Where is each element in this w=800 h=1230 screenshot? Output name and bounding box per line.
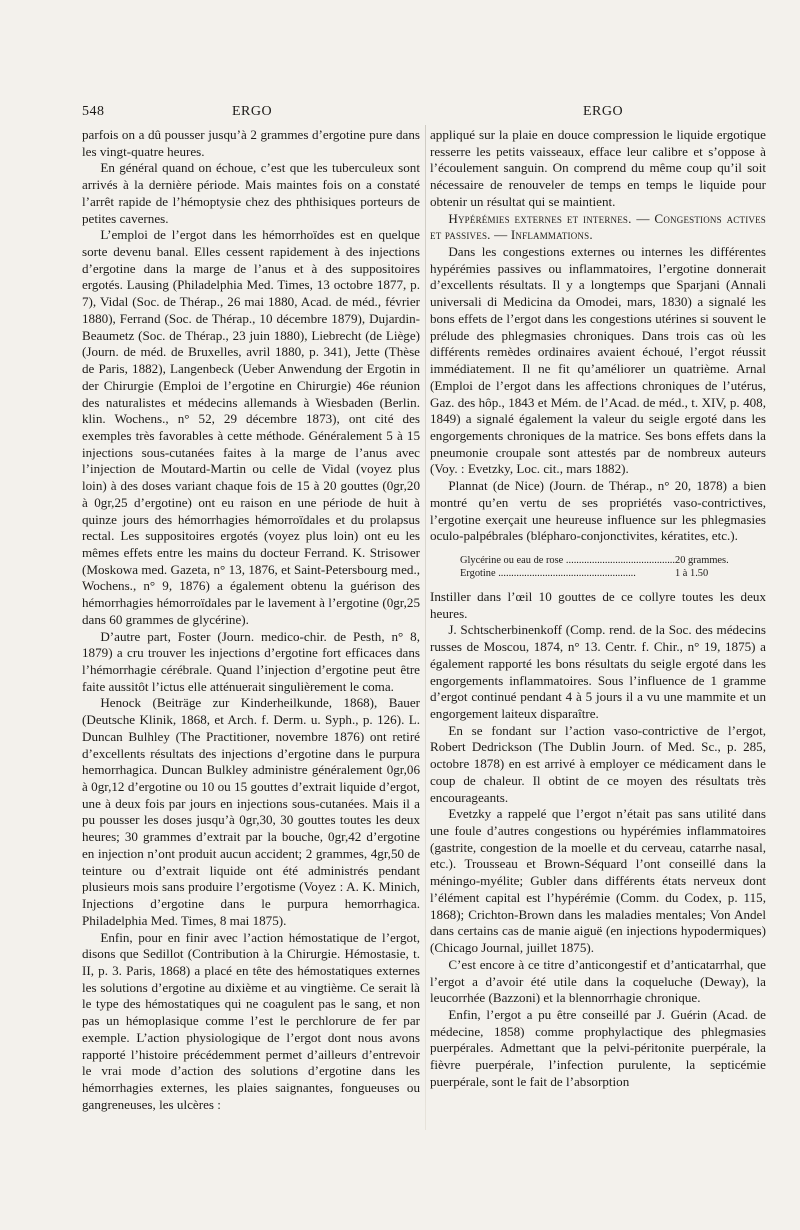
ingredient-quantity: 1 à 1.50 — [675, 567, 709, 579]
right-running-title: ERGO — [583, 104, 624, 119]
ingredient-name: Glycérine ou eau de rose ..... — [460, 554, 675, 567]
left-column — [82, 127, 420, 1113]
right-column — [430, 127, 766, 1091]
column-divider — [425, 125, 426, 1130]
paragraph: Henock (Beiträge zur Kinderheilkunde, 1868), Bauer (Deutsche Klinik, 1868, et Arch. f. Derm. u. Syph., p. 126). L. Duncan Bulhley (The Practitioner, novembre 1876) ont retiré d’excellents résultats des injections d’ergotine dans le purpura hemorrhagica. Duncan Bulkley administre généralement 0gr,06 à 0gr,12 d’ergotine ou 10 ou 15 gouttes d’extrait liquide d’ergot, une à deux fois par jours en injections sous-cutanées. Mais il a pu pousser les doses jusqu’à 0gr,30, 30 gouttes toutes les deux heures; 30 grammes d’extrait par la bouche, 0gr,42 d’ergotine en injection n’ont produit aucun accident; 2 grammes, 4gr,50 de teinture ou d’extrait liquide ont été administrés pendant plusieurs mois sans produire l’ergotisme (Voyez : A. K. Minich, Injections d’ergotine dans le purpura hemorrhagica. Philadelphia Med. Times, 8 mai 1875). — [82, 695, 420, 928]
formula-row — [460, 567, 766, 580]
paragraph: appliqué sur la plaie en douce compression le liquide ergotique resserre les petits vaisseaux, efface leur calibre et s’oppose à l’écoulement sanguin. On comprend du même coup qu’il soit nécessaire de renouveler de temps en temps le liquide pour obtenir un résultat qui se maintient. — [430, 127, 766, 209]
paragraph: D’autre part, Foster (Journ. medico-chir. de Pesth, n° 8, 1879) a cru trouver les injections d’ergotine fort efficaces dans l’hémorrhagie cérébrale. Quand l’injection d’ergotine peut être faite aussitôt l’ictus elle atténuerait singulièrement le coma. — [82, 628, 420, 694]
ingredient-quantity: 20 grammes. — [675, 554, 729, 566]
left-running-title: ERGO — [232, 104, 273, 119]
paragraph: Dans les congestions externes ou internes les différentes hypérémies passives ou inflammatoires, l’ergotine donnerait d’excellents résultats. Il y a longtemps que Sparjani (Annali universali di Medicina da Omodei, mars, 1830) a signalé les bons effets de l’ergot dans les congestions utérines si souvent le prélude des phlegmasies chroniques. Dans trois cas où les différents remèdes ordinaires avaient échoué, l’ergot réussit immédiatement. Il ne fit qu’améliorer un quatrième. Arnal (Emploi de l’ergot dans les affections chroniques de l’utérus, Gaz. des hôp., 1843 et Mém. de l’Acad. de méd., t. XIV, p. 408, 1849) a signalé également la valeur du seigle ergoté dans les engorgements chroniques de la matrice. Ses bons effets dans la pneumonie croupale sont attestés par de nombreux auteurs (Voy. : Evetzky, Loc. cit., mars 1882). — [430, 244, 766, 477]
paragraph: Instiller dans l’œil 10 gouttes de ce collyre toutes les deux heures. — [430, 588, 766, 621]
paragraph: parfois on a dû pousser jusqu’à 2 grammes d’ergotine pure dans les vingt-quatre heures. — [82, 127, 420, 159]
paragraph: En général quand on échoue, c’est que les tuberculeux sont arrivés à la dernière période. Mais maintes fois on a constaté l’arrêt rapide de l’hémoptysie chez des phthisiques porteurs de petites cavernes. — [82, 160, 420, 226]
page-number: 548 — [82, 104, 105, 119]
paragraph: Evetzky a rappelé que l’ergot n’était pas sans utilité dans une foule d’autres congestions ou hypérémies inflammatoires (gastrite, congestion de la moelle et du cerveau, catarrhe nasal, etc.). Trousseau et Brown-Séquard l’ont conseillé dans la méningo-myélite; Gubler dans différents états nerveux dont l’élément capital est l’hypérémie (Comm. du Codex, p. 115, 1868); Crichton-Brown dans les maladies mentales; Von Andel dans certains cas de manie aiguë (en injections hypodermiques) (Chicago Journal, juillet 1875). — [430, 806, 766, 956]
paragraph: Enfin, pour en finir avec l’action hémostatique de l’ergot, disons que Sedillot (Contribution à la Chirurgie. Hémostasie, t. II, p. 3. Paris, 1868) a placé en tête des hémostatiques externes les solutions d’ergotine au dixième et au vingtième. Ce serait là le type des hémostatiques qui ne coagulent pas le sang, et non pas un hémoplasique comme l’est le perchlorure de fer par exemple. L’action physiologique de l’ergot dont nous avons rapporté l’histoire précédemment permet d’ailleurs d’entrevoir le vrai mode d’action des solutions d’ergotine dans les hémorrhagies externes, les plaies saignantes, fongueuses ou gangreneuses, les ulcères : — [82, 929, 420, 1112]
formula-row — [460, 554, 766, 567]
ingredient-name: Ergotine ..... — [460, 567, 675, 580]
paragraph: J. Schtscherbinenkoff (Comp. rend. de la Soc. des médecins russes de Moscou, 1874, n° 13. Centr. f. Chir., n° 19, 1875) a également rapporté les bons résultats du seigle ergoté dans les engorgements inflammatoires. Sous l’influence de 1 gramme d’ergot continué pendant 4 à 5 jours il a vu une mammite et un engorgement laiteux disparaître. — [430, 622, 766, 721]
prescription-formula — [460, 554, 766, 580]
paragraph: C’est encore à ce titre d’anticongestif et d’anticatarrhal, que l’ergot a d’avoir été utile dans la coqueluche (Deway), la leucorrhée (Bazzoni) et la blennorrhagie chronique. — [430, 956, 766, 1006]
paragraph: Plannat (de Nice) (Journ. de Thérap., n° 20, 1878) a bien montré qu’en vertu de ses propriétés vaso-contrictives, l’ergotine exerçait une heureuse influence sur les phlegmasies oculo-palpébrales (blépharo-conjonctivites, kératites, etc.). — [430, 478, 766, 544]
section-heading: Hypérémies externes et internes. — Congestions actives et passives. — Inflammations. — [430, 210, 766, 243]
paragraph: Enfin, l’ergot a pu être conseillé par J. Guérin (Acad. de médecine, 1858) comme prophylactique des phlegmasies puerpérales. Admettant que la pelvi-péritonite puerpérale, la fièvre puerpérale, l’infection purulente, la septicémie puerpérale, sont le fait de l’absorption — [430, 1006, 766, 1089]
paragraph: En se fondant sur l’action vaso-contrictive de l’ergot, Robert Dedrickson (The Dublin Journ. of Med. Sc., p. 285, octobre 1878) en est arrivé à employer ce médicament dans le coup de chaleur. Il obtint de ce moyen des résultats très encourageants. — [430, 722, 766, 805]
paragraph: L’emploi de l’ergot dans les hémorrhoïdes est en quelque sorte devenu banal. Elles cessent rapidement à des injections d’ergotine dans la marge de l’anus et à des suppositoires ergotés. Lausing (Philadelphia Med. Times, 13 octobre 1877, p. 7), Vidal (Soc. de Thérap., 26 mai 1880, Acad. de méd., février 1880), Ferrand (Soc. de Thérap., 10 décembre 1879), Dujardin-Beaumetz (Soc. de Thérap., 23 juin 1880), Liebrecht (de Liège) (Journ. de méd. de Bruxelles, avril 1880, p. 341), Jette (Thèse de Paris, 1882), Langenbeck (Ueber Anwendung der Ergotin in der Chirurgie (Emploi de l’ergotine en Chirurgie) 46e réunion des naturalistes et médecins allemands à Wiesbaden (Berlin. klin. Wochens., n° 52, 29 décembre 1873), ont cité des exemples très favorables à cette méthode. Généralement 5 à 15 injections sous-cutanées faites à la marge de l’anus avec l’injection de Moutard-Martin ou celle de Vidal (voyez plus loin) à des doses variant chaque fois de 15 à 20 gouttes (0gr,20 à 0gr,25 d’ergotine) ont eu raison en une période de huit à quinze jours des hémorrhagies hémorroïdales et du prolapsus rectal. Les suppositoires ergotés (voyez plus loin) ont eu les mêmes effets entre les mains du docteur Ferrand. K. Strisower (Moskowa med. Gazeta, n° 13, 1876, et Saint-Petersbourg med., Wochens., n° 9, 1876) a également obtenu la guérison des hémorrhagies hémorroïdales par le lavement à l’ergotine (0gr,25 dans 60 grammes de glycérine). — [82, 227, 420, 627]
